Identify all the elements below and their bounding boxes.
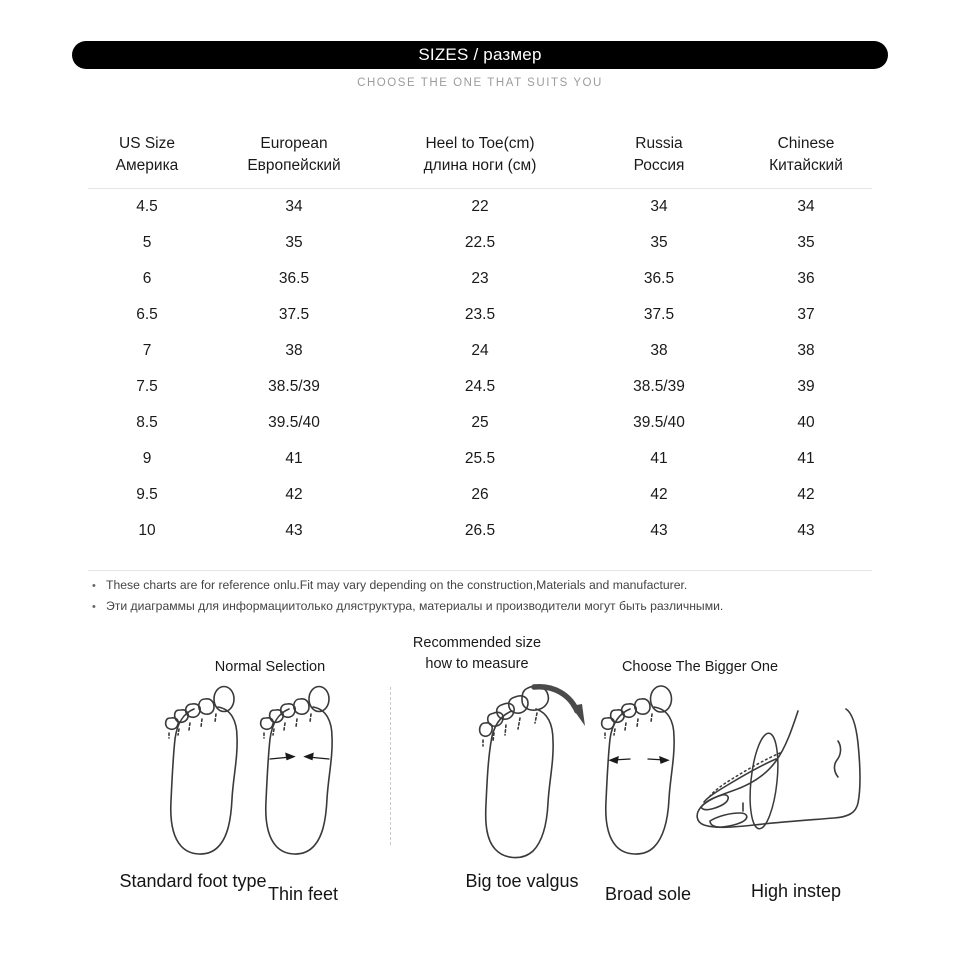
- table-bottom-divider: [88, 570, 872, 571]
- page-subtitle: CHOOSE THE ONE THAT SUITS YOU: [357, 77, 603, 89]
- table-cell: 34: [650, 197, 668, 215]
- table-cell: 42: [797, 485, 815, 503]
- table-cell: 39: [797, 377, 815, 395]
- table-cell: 4.5: [136, 197, 158, 215]
- bullet-icon: •: [92, 580, 96, 592]
- table-cell: 24: [471, 341, 489, 359]
- diagram-caption-high-instep: High instep: [750, 881, 842, 901]
- tape-measure-loop: [704, 732, 782, 830]
- table-cell: 9: [142, 449, 152, 467]
- table-cell: 34: [285, 197, 303, 215]
- table-cell: 36: [797, 269, 815, 287]
- table-cell: 25: [471, 413, 489, 431]
- table-cell: 38.5/39: [268, 377, 320, 395]
- footnote-item: [92, 599, 892, 620]
- header-banner: [72, 41, 888, 69]
- table-cell: 25.5: [464, 449, 496, 467]
- diagram-caption-broad-sole: Broad sole: [604, 884, 692, 904]
- foot-sole-standard-icon: [158, 683, 254, 858]
- table-cell: 38: [797, 341, 815, 359]
- table-row: [88, 477, 872, 513]
- diagram-heading-line1: Recommended size: [412, 635, 542, 651]
- table-cell: 38: [650, 341, 668, 359]
- table-row: [88, 261, 872, 297]
- diagram-caption-thin-feet: Thin feet: [267, 884, 339, 904]
- table-cell: 34: [797, 197, 815, 215]
- table-row: [88, 297, 872, 333]
- table-cell: 5: [142, 233, 152, 251]
- footnotes: [92, 578, 892, 620]
- table-cell: 9.5: [136, 485, 158, 503]
- column-header-russia: [578, 133, 740, 188]
- foot-sole-thin-icon: [253, 683, 349, 858]
- arrow-outward-pair: [610, 757, 668, 763]
- table-cell: 22.5: [464, 233, 496, 251]
- column-header-label-ru: Россия: [633, 157, 685, 175]
- table-cell: 36.5: [643, 269, 675, 287]
- table-cell: 43: [650, 521, 668, 539]
- column-header-label-ru: Европейский: [247, 157, 341, 175]
- bullet-icon: •: [92, 601, 96, 613]
- table-cell: 6: [142, 269, 152, 287]
- table-cell: 26.5: [464, 521, 496, 539]
- table-cell: 43: [797, 521, 815, 539]
- table-cell: 7.5: [136, 377, 158, 395]
- table-row: [88, 333, 872, 369]
- table-cell: 40: [797, 413, 815, 431]
- column-header-label-en: Russia: [635, 135, 683, 152]
- footnote-text-ru: Эти диаграммы для информациитолько дляструктура, материалы и производители могут быть различными.: [106, 599, 724, 613]
- diagram-heading-normal-selection: Normal Selection: [214, 659, 326, 675]
- table-row: [88, 225, 872, 261]
- column-header-heel-to-toe: [382, 133, 578, 188]
- table-row: [88, 369, 872, 405]
- column-header-label-ru: длина ноги (см): [423, 157, 537, 175]
- table-cell: 41: [285, 449, 303, 467]
- table-cell: 41: [797, 449, 815, 467]
- diagram-caption-standard-foot: Standard foot type: [119, 871, 267, 891]
- table-row: [88, 188, 872, 225]
- column-header-european: [206, 133, 382, 188]
- size-chart-table: [88, 133, 872, 553]
- column-header-label-ru: Китайский: [769, 157, 843, 175]
- column-header-label-en: Heel to Toe(cm): [425, 135, 535, 152]
- foot-sole-broad-icon: [592, 683, 692, 858]
- column-header-chinese: [740, 133, 872, 188]
- table-cell: 42: [650, 485, 668, 503]
- arrow-curved-down-right: [534, 687, 585, 726]
- table-row: [88, 441, 872, 477]
- foot-type-diagram-section: [0, 625, 960, 945]
- page-title: SIZES / размер: [418, 45, 542, 64]
- table-cell: 36.5: [278, 269, 310, 287]
- table-cell: 37.5: [643, 305, 675, 323]
- table-cell: 38: [285, 341, 303, 359]
- column-header-label-en: European: [260, 135, 328, 152]
- table-cell: 35: [650, 233, 668, 251]
- table-cell: 35: [285, 233, 303, 251]
- table-cell: 39.5/40: [268, 413, 320, 431]
- table-row: [88, 405, 872, 441]
- table-cell: 24.5: [464, 377, 496, 395]
- table-cell: 35: [797, 233, 815, 251]
- table-cell: 37.5: [278, 305, 310, 323]
- foot-side-profile-instep-icon: [688, 703, 873, 853]
- arrow-inward-pair: [270, 754, 329, 760]
- table-cell: 26: [471, 485, 489, 503]
- diagram-heading-line2: how to measure: [425, 655, 529, 672]
- table-cell: 23: [471, 269, 489, 287]
- column-header-label-ru: Америка: [115, 157, 179, 175]
- column-header-label-en: Chinese: [777, 135, 835, 152]
- table-cell: 37: [797, 305, 815, 323]
- table-cell: 10: [138, 521, 156, 539]
- diagram-heading-choose-bigger: Choose The Bigger One: [621, 659, 779, 675]
- table-body: [88, 188, 872, 553]
- table-cell: 38.5/39: [633, 377, 685, 395]
- table-row: [88, 513, 872, 553]
- column-header-label-en: US Size: [119, 135, 175, 152]
- table-cell: 39.5/40: [633, 413, 685, 431]
- footnote-item: [92, 578, 892, 599]
- footnote-text-en: These charts are for reference onlu.Fit may vary depending on the construction,Materials and manufacturer.: [106, 578, 688, 592]
- table-cell: 43: [285, 521, 303, 539]
- table-header-row: [88, 133, 872, 188]
- table-cell: 42: [285, 485, 303, 503]
- table-cell: 7: [142, 341, 152, 359]
- foot-sole-bigtoe-valgus-icon: [470, 673, 598, 863]
- table-cell: 8.5: [136, 413, 158, 431]
- column-header-us-size: [88, 133, 206, 188]
- diagram-caption-big-toe-valgus: Big toe valgus: [465, 871, 579, 891]
- diagram-heading-recommended-size: [382, 633, 572, 674]
- section-divider: [390, 687, 391, 845]
- table-cell: 41: [650, 449, 668, 467]
- table-cell: 6.5: [136, 305, 158, 323]
- table-cell: 23.5: [464, 305, 496, 323]
- table-cell: 22: [471, 197, 489, 215]
